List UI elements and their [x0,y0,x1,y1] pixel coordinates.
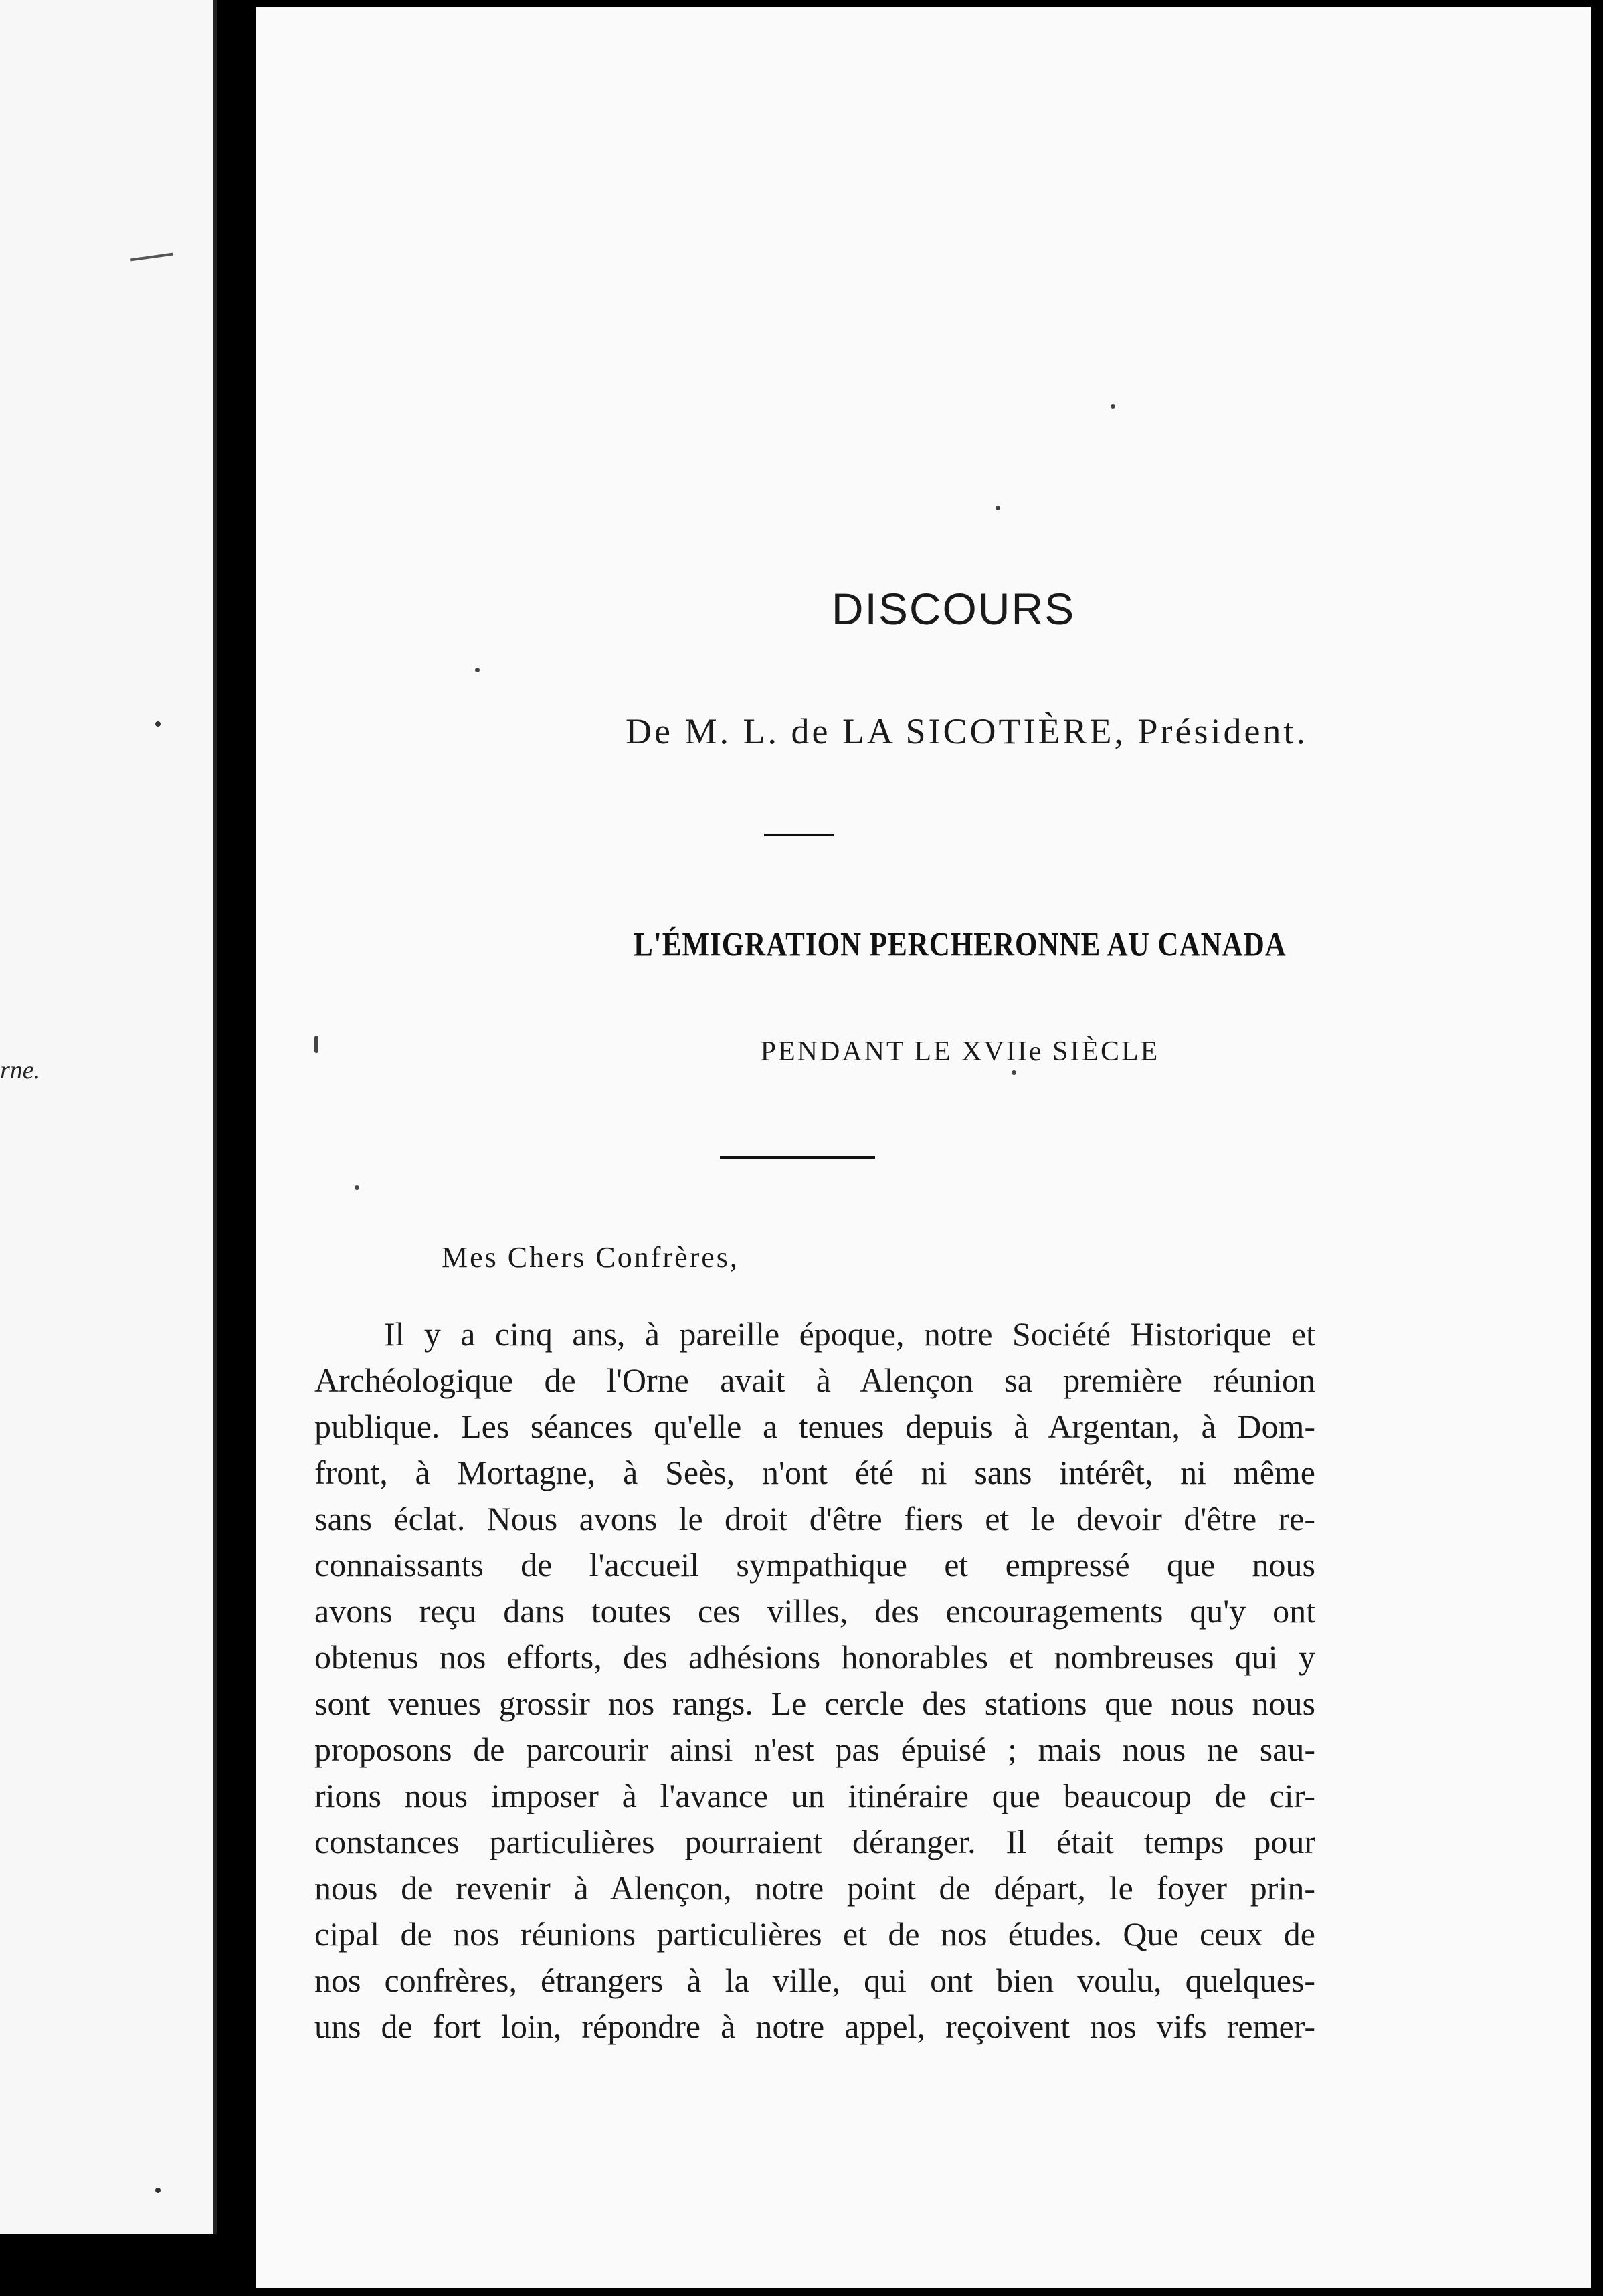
text-line: sont venues grossir nos rangs. Le cercle des stations que nous nous [314,1685,1315,1722]
ink-speck [1111,404,1115,409]
text-line: Archéologique de l'Orne avait à Alençon sa première réunion [314,1361,1315,1399]
text-line: nous de revenir à Alençon, notre point de départ, le foyer prin- [314,1869,1315,1907]
ink-speck [1012,1070,1016,1075]
text-line: nos confrères, étrangers à la ville, qui ont bien voulu, quelques- [314,1962,1315,1999]
divider-rule [720,1156,875,1159]
ink-speck [996,506,1000,510]
text-line: proposons de parcourir ainsi n'est pas épuisé ; mais nous ne sau- [314,1731,1315,1768]
ink-speck [155,2188,161,2193]
section-subtitle: L'ÉMIGRATION PERCHERONNE AU CANADA [634,926,1287,964]
divider-rule [764,834,834,836]
text-line: front, à Mortagne, à Seès, n'ont été ni sans intérêt, ni même [314,1454,1315,1491]
salutation: Mes Chers Confrères, [442,1241,739,1274]
left-page [0,0,217,2234]
ink-speck [475,668,480,672]
body-paragraph [314,1311,1315,2050]
text-line: cipal de nos réunions particulières et de nos études. Que ceux de [314,1915,1315,1953]
ink-speck [355,1185,359,1190]
page-title: DISCOURS [831,584,1076,634]
right-page [256,7,1591,2288]
ink-speck [155,721,161,727]
text-line: Il y a cinq ans, à pareille époque, notre Société Historique et [384,1315,1315,1353]
text-line: connaissants de l'accueil sympathique et empressé que nous [314,1546,1315,1584]
text-line: obtenus nos efforts, des adhésions honorables et nombreuses qui y [314,1638,1315,1676]
left-page-text-fragment: rne. [0,1056,41,1084]
period-line: PENDANT LE XVIIe SIÈCLE [760,1036,1160,1067]
pen-mark [130,253,173,262]
text-line: rions nous imposer à l'avance un itinéraire que beaucoup de cir- [314,1777,1315,1814]
author-line: De M. L. de LA SICOTIÈRE, Président. [626,711,1308,751]
text-line: uns de fort loin, répondre à notre appel, reçoivent nos vifs remer- [314,2008,1315,2045]
text-line: sans éclat. Nous avons le droit d'être fiers et le devoir d'être re- [314,1500,1315,1537]
text-line: constances particulières pourraient déranger. Il était temps pour [314,1823,1315,1860]
text-line: avons reçu dans toutes ces villes, des encouragements qu'y ont [314,1592,1315,1630]
text-line: publique. Les séances qu'elle a tenues depuis à Argentan, à Dom- [314,1408,1315,1445]
